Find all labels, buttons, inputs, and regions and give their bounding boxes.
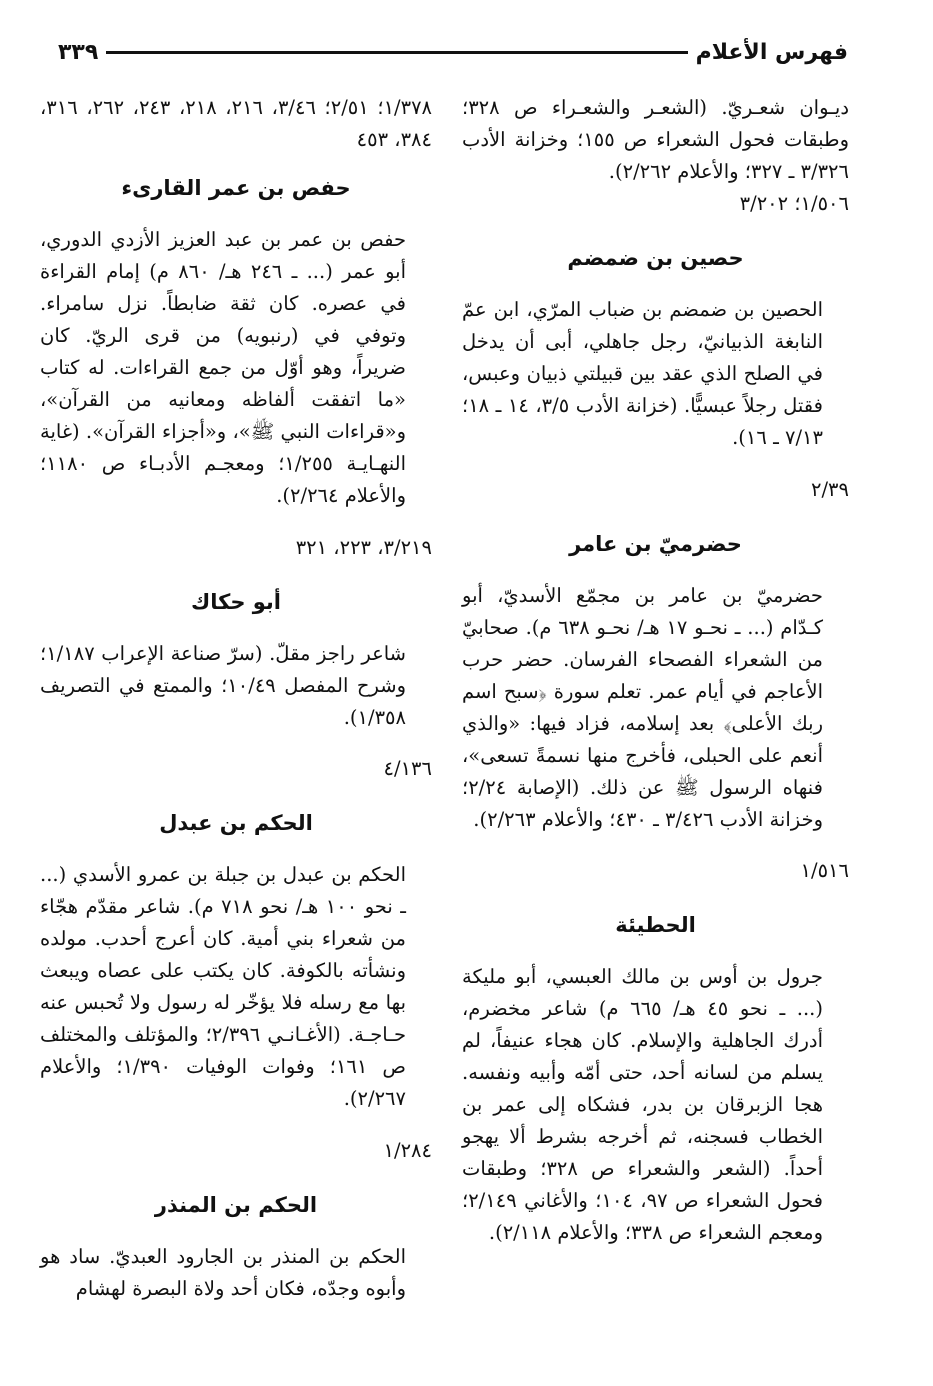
entry-title: حصين بن ضمضم (567, 246, 744, 270)
entry-body: الحصين بن ضمضم بن ضباب المرّي، ابن عمّ النابغة الذبيانيّ، رجل جاهلي، أبى أن يدخل في الصلح الذي عقد بين قبيلتي ذبيان وعبس، فقتل رجلاً عبسيًّا. (خزانة الأدب ٣/٥، ١٤ ـ ١٨؛ ٧/١٣ ـ ١٦). (462, 298, 823, 449)
running-head: فهرس الأعلام (695, 39, 848, 65)
page-number: ٣٣٩ (58, 39, 99, 65)
entry-body: جرول بن أوس بن مالك العبسي، أبو مليكة (... ـ نحو ٤٥ هـ/ ٦٦٥ م) شاعر مخضرم، أدرك الجاهلية والإسلام. كان هجاء عنيفاً، لم يسلم من لسانه أحد، حتى أمّه وأبيه ونفسه. هجا الزبرقان بن بدر، فشكاه إلى عمر بن الخطاب فسجنه، ثم أخرجه بشرط ألا يهجو أحداً. (الشعر والشعراء ص ٣٢٨؛ وطبقات فحول الشعراء ص ٩٧، ١٠٤؛ والأغاني ٢/١٤٩؛ ومعجم الشعراء ص ٣٣٨؛ والأعلام ٢/١١٨). (462, 965, 823, 1244)
entry-title: حضرميّ بن عامر (569, 531, 742, 556)
page-header (58, 32, 848, 72)
right-column (462, 92, 849, 1269)
continued-entry-refs: ١/٣٧٨؛ ٢/٥١؛ ٣/٤٦، ٢١٦، ٢١٨، ٢٤٣، ٢٦٢، ٣١٦، ٣٨٤، ٤٥٣ (40, 96, 433, 151)
entry-body: الحكم بن عبدل بن جبلة بن عمرو الأسدي (... ـ نحو ١٠٠ هـ/ نحو ٧١٨ م). شاعر مقدّم هجّاء من شعراء بني أمية. كان أعرج أحدب. مولده ونشأته بالكوفة. كان يكتب على عصاه ويبعث بها مع رسله فلا يؤخّر له رسول ولا تُحبس عنه حـاجـة. (الأغـانـي ٢/٣٩٦؛ والمؤتلف والمختلف ص ١٦١؛ وفوات الوفيات ١/٣٩٠؛ والأعلام ٢/٢٦٧). (40, 863, 406, 1110)
entry-body: حضرميّ بن عامر بن مجمّع الأسديّ، أبو كـدّام (... ـ نحـو ١٧ هـ/ نحـو ٦٣٨ م). صحابيّ من الشعراء الفصحاء الفرسان. حضر حرب الأعاجم في أيام عمر. تعلم سورة ﴿سبح اسم ربك الأعلى﴾ بعد إسلامه، فزاد فيها: «والذي أنعم على الحبلى، فأخرج منها نسمةً تسعى»، فنهاه الرسول ﷺ عن ذلك. (الإصابة ٢/٢٤؛ وخزانة الأدب ٣/٤٢٦ ـ ٤٣٠؛ والأعلام ٢/٢٦٣). (462, 583, 824, 831)
entry-refs: ٣/٢١٩، ٢٢٣، ٣٢١ (295, 535, 432, 559)
entry-title: الحكم بن عبدل (159, 811, 313, 835)
entry-title: الحكم بن المنذر (154, 1192, 318, 1217)
continued-entry-text: ديـوان شعـريّ. (الشعـر والشعـراء ص ٣٢٨؛ وطبقات فحول الشعراء ص ١٥٥؛ وخزانة الأدب ٣/٣٢٦ ـ ٣٢٧؛ والأعلام ٢/٢٦٢). (462, 96, 849, 183)
entry-refs: ٤/١٣٦ (383, 757, 432, 780)
entry-body: حفص بن عمر بن عبد العزيز الأزدي الدوري، أبو عمر (... ـ ٢٤٦ هـ/ ٨٦٠ م) إمام القراءة في عصره. كان ثقة ضابطاً. نزل سامراء. وتوفي في (رنبويه) من قرى الريّ. كان ضريراً، وهو أوّل من جمع القراءات. له كتاب «ما اتفقت ألفاظه ومعانيه من القرآن»، و«قراءات النبي ﷺ»، و«أجزاء القرآن». (غاية النهـايـة ١/٢٥٥؛ ومعجـم الأدبـاء ص ١١٨٠؛ والأعلام ٢/٢٦٤). (40, 228, 406, 507)
header-rule (106, 51, 687, 54)
entry-refs: ٢/٣٩ (811, 477, 849, 501)
entry-title: أبو حكاك (190, 589, 282, 614)
entry-title: حفص بن عمر القارىء (121, 176, 351, 200)
entry-title: الحطيئة (615, 913, 696, 937)
continued-entry-refs: ١/٥٠٦؛ ٣/٢٠٢ (739, 192, 849, 215)
entry-refs: ١/٢٨٤ (383, 1138, 432, 1162)
entry-body: الحكم بن المنذر بن الجارود العبديّ. ساد هو وأبوه وجدّه، فكان أحد ولاة البصرة لهشام (40, 1244, 406, 1300)
entry-refs: ١/٥١٦ (800, 859, 849, 882)
entry-body: شاعر راجز مقلّ. (سرّ صناعة الإعراب ١/١٨٧؛ وشرح المفصل ١٠/٤٩؛ والممتع في التصريف ١/٣٥٨). (40, 641, 406, 729)
left-column (40, 92, 432, 1324)
